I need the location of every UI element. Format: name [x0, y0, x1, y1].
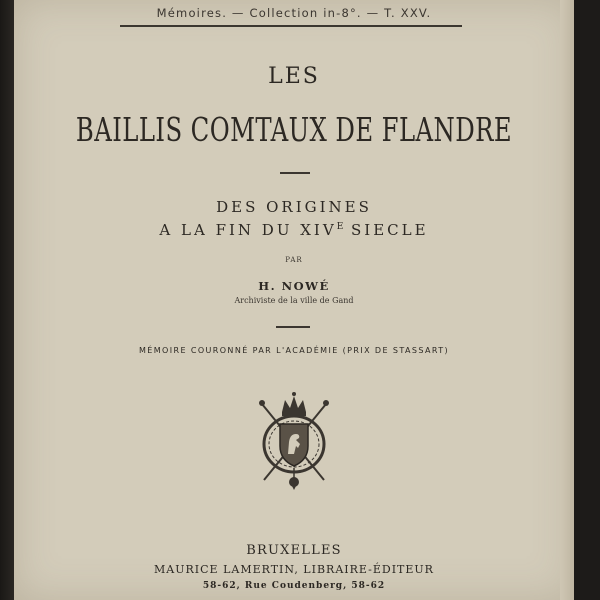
par-label: PAR: [285, 256, 303, 264]
subtitle-line-2-suffix: SIECLE: [343, 221, 429, 239]
imprint-publisher: MAURICE LAMERTIN, LIBRAIRE-ÉDITEUR: [154, 563, 434, 576]
title-article: LES: [268, 64, 320, 89]
page-edge: [560, 0, 574, 600]
title-page: [14, 0, 574, 600]
byline-divider: [276, 326, 310, 328]
subtitle-line-2-prefix: A LA FIN DU XIV: [159, 221, 337, 239]
imprint-address: 58-62, Rue Coudenberg, 58-62: [202, 581, 386, 591]
author-name: H. NOWÉ: [258, 279, 330, 293]
series-line: Mémoires. — Collection in-8°. — T. XXV.: [156, 6, 432, 20]
top-rule: [120, 25, 462, 27]
author-role: Archiviste de la ville de Gand: [234, 296, 354, 305]
subtitle-line-2-sup: E: [336, 222, 344, 232]
main-title: BAILLIS COMTAUX DE FLANDRE: [75, 110, 513, 149]
belgian-coat-of-arms-icon: [252, 388, 336, 492]
award-line: MÉMOIRE COURONNÉ PAR L'ACADÉMIE (PRIX DE STASSART): [138, 346, 450, 355]
subtitle-line-1: DES ORIGINES: [216, 198, 372, 216]
spine-shadow: [0, 0, 14, 600]
imprint-city: BRUXELLES: [246, 543, 342, 558]
title-divider: [280, 172, 310, 174]
subtitle-line-2: [14, 221, 574, 239]
